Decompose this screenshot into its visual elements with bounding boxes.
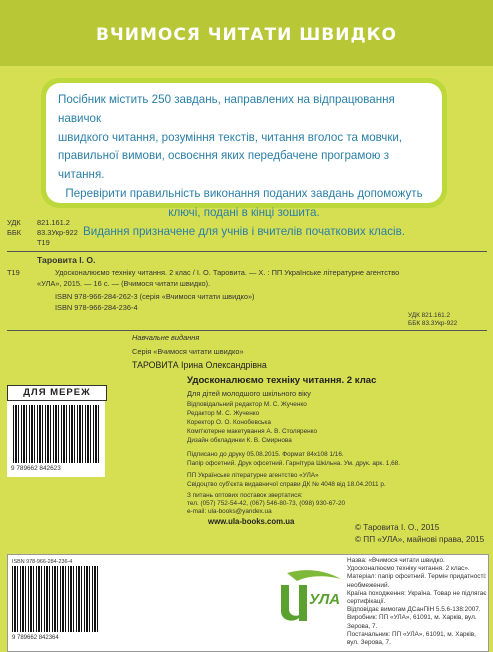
- barcode-top: [7, 401, 105, 477]
- distribution-stamp: ДЛЯ МЕРЕЖ: [7, 385, 107, 401]
- imprint-credit: Редактор М. С. Жученко: [187, 410, 260, 417]
- bbk-label: ББК: [7, 228, 22, 237]
- copyright-publisher: © ПП «УЛА», майнові права, 2015: [355, 535, 485, 544]
- imprint-print: Папір офсетний. Друк офсетний. Гарнітура Шкільна. Ум. друк. арк. 1,68.: [187, 460, 400, 467]
- bib-isbn-series: ISBN 978-966-284-262-3 (серія «Вчимося читати швидко»): [55, 292, 255, 301]
- product-info-text: [347, 557, 487, 647]
- barcode-top-code: 9 789662 842623: [11, 465, 61, 472]
- imprint-credit: Коректор О. О. Конобевська: [187, 419, 271, 426]
- bib-author: Таровита І. О.: [37, 255, 96, 265]
- product-info-line: Назва: «Вчимося читати швидко. Удосконалюємо техніку читання. 2 клас».: [347, 557, 470, 573]
- bib-udk-right: УДК 821.161.2: [408, 312, 451, 319]
- annotation-line: Видання призначене для учнів і вчителів початкових класів.: [82, 224, 406, 238]
- udk-value: 821.161.2: [37, 218, 70, 227]
- product-info-line: Відповідає вимогам ДСанПіН 5.5.6-138:2007.: [347, 606, 481, 614]
- imprint-credit: Дизайн обкладинки К. В. Смирнова: [187, 437, 292, 444]
- udk-label: УДК: [7, 218, 21, 227]
- product-info-line: Матеріал: папір офсетний. Термін придатності: необмежений.: [347, 573, 487, 589]
- divider: [7, 251, 487, 252]
- imprint-print: Підписано до друку 05.08.2015. Формат 84х108 1/16.: [187, 451, 344, 458]
- bib-bbk-right: ББК 83.3Укр-922: [408, 320, 458, 327]
- ula-logo-text: УЛА: [309, 591, 341, 608]
- imprint-website[interactable]: www.ula-books.com.ua: [208, 517, 295, 526]
- imprint-publisher: тел. (057) 752-54-42, (067) 546-80-73, (098) 930-67-20: [187, 500, 346, 507]
- annotation-line: Посібник містить 250 завдань, направлених на відпрацювання навичок: [58, 93, 395, 125]
- classification-code: Т19: [37, 238, 50, 247]
- divider: [7, 330, 487, 331]
- bib-isbn: ISBN 978-966-284-236-4: [55, 303, 138, 312]
- annotation-line: правильної вимови, освоєння яких передбачене програмою з читання.: [58, 149, 390, 182]
- bib-desc-line1: Удосконалюємо техніку читання. 2 клас / І. О. Таровита. — Х. : ПП Українське літературне агентство: [55, 268, 400, 277]
- barcode-bottom-bars: [12, 566, 98, 632]
- imprint-publisher: ПП Українське літературне агентство «УЛА»: [187, 472, 319, 479]
- product-info-line: Постачальник: ПП «УЛА», 61091, м. Харків, вул. Зерова, 7.: [347, 630, 476, 647]
- imprint-publisher: З питань оптових поставок звертатися:: [187, 492, 303, 499]
- imprint-author: ТАРОВИТА Ірина Олександрівна: [132, 360, 267, 370]
- imprint-publisher: Свідоцтво суб'єкта видавничої справи ДК № 4048 від 18.04.2011 р.: [187, 481, 386, 488]
- imprint-title: Удосконалюємо техніку читання. 2 клас: [187, 375, 377, 386]
- bib-code: Т19: [7, 268, 20, 277]
- imprint-credit: Відповідальний редактор М. С. Жученко: [187, 401, 307, 408]
- annotation-text: [58, 91, 430, 241]
- annotation-line: Перевірити правильність виконання поданих завдань допоможуть: [65, 186, 423, 200]
- annotation-line: швидкого читання, розуміння текстів, читання вголос та мовчки,: [58, 130, 403, 144]
- product-info-line: Виробник: ПП «УЛА», 61091, м. Харків, вул. Зерова, 7.: [347, 614, 477, 630]
- bbk-value: 83.3Укр-922: [37, 228, 78, 237]
- imprint-type: Навчальне видання: [132, 333, 200, 342]
- barcode-bars: [13, 405, 99, 463]
- imprint-email: e-mail: ula-books@yandex.ua: [187, 508, 272, 515]
- imprint: [120, 333, 380, 343]
- copyright-author: © Таровита І. О., 2015: [355, 523, 440, 532]
- imprint-series: Серія «Вчимося читати швидко»: [132, 347, 244, 356]
- barcode-bottom-code: 9 789662 842364: [12, 635, 59, 641]
- annotation-line: ключі, подані в кінці зошита.: [168, 205, 320, 219]
- ula-logo: [267, 563, 347, 629]
- bib-desc-line2: «УЛА», 2015. — 16 с. — (Вчимося читати швидко).: [37, 279, 211, 288]
- barcode-bottom-isbn: ISBN 978-966-284-236-4: [12, 559, 73, 565]
- product-info-line: Країна походження: Україна. Товар не підлягає сертифікації.: [347, 589, 487, 606]
- imprint-audience: Для дітей молодшого шкільного віку: [187, 389, 311, 398]
- series-title: ВЧИМОСЯ ЧИТАТИ ШВИДКО: [96, 25, 397, 45]
- imprint-credit: Комп'ютерне макетування А. В. Столяренко: [187, 428, 318, 435]
